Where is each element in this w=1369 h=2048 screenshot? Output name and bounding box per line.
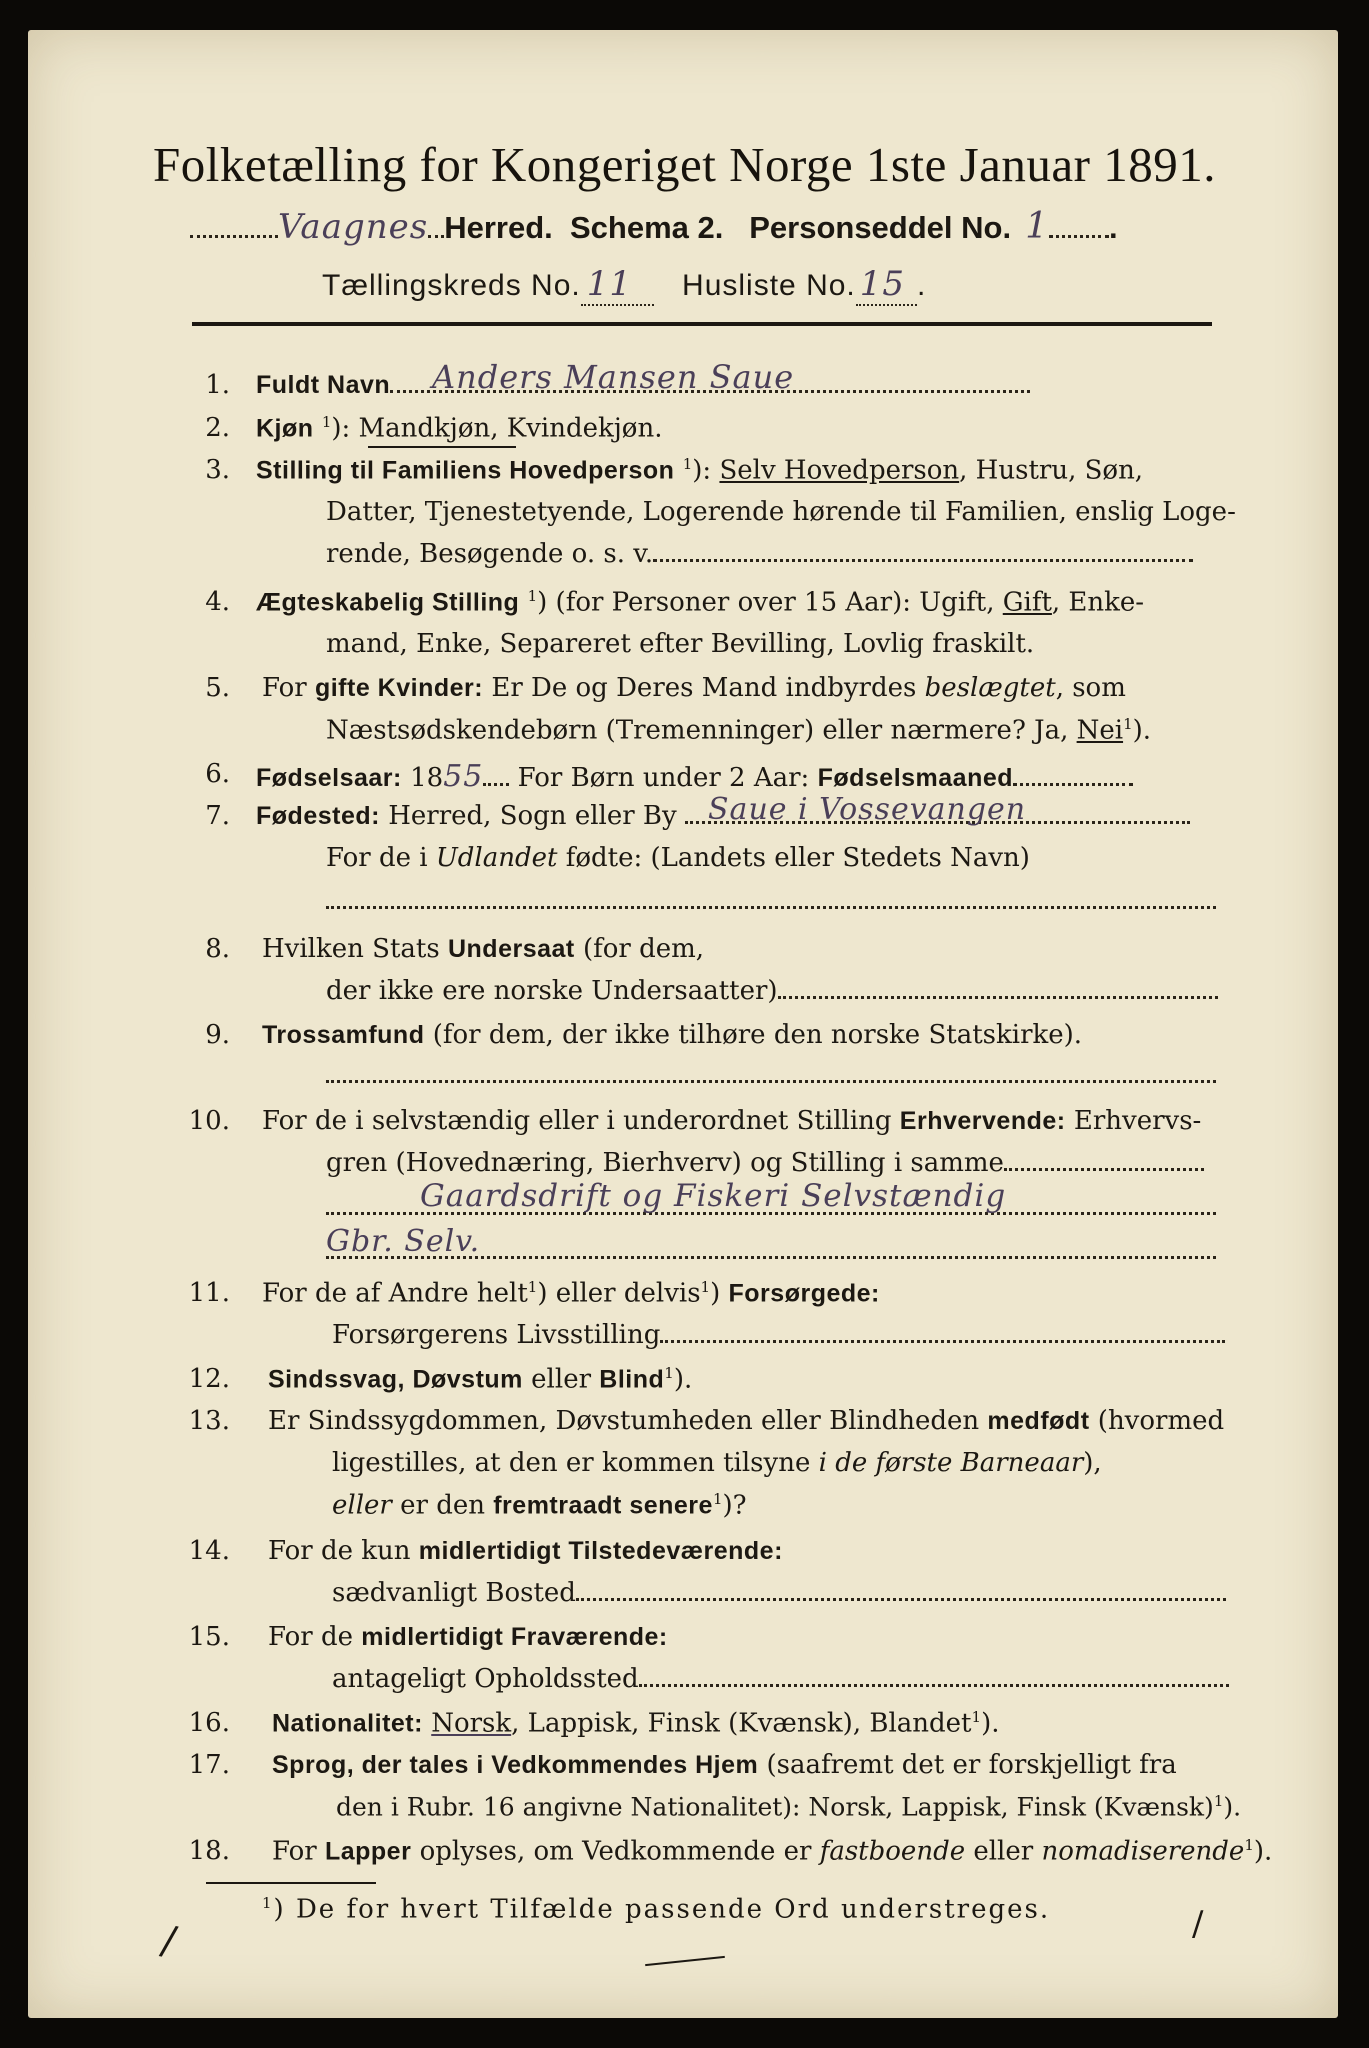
- item-4-marital: [256, 587, 1144, 618]
- item-8-fill: [778, 994, 1218, 999]
- item-11-fill: [660, 1338, 1225, 1343]
- item-6-text: For Børn under 2 Aar:: [509, 763, 818, 793]
- mandkjon-underline: [368, 446, 516, 448]
- item-number: 5.: [205, 673, 230, 703]
- item-14-text-a: For de kun: [268, 1536, 419, 1566]
- item-14-temporary-present: [268, 1536, 783, 1566]
- item-17-line-2-text: den i Rubr. 16 angivne Nationalitet): Norsk, Lappisk, Finsk (Kvænsk): [336, 1792, 1214, 1822]
- item-5-line-2: [326, 715, 1151, 746]
- item-11-text-a: For de af Andre helt: [262, 1278, 528, 1309]
- footnote: [262, 1894, 1050, 1925]
- footnote-ref: 1: [682, 455, 693, 473]
- label-aegteskabelig: Ægteskabelig Stilling: [256, 588, 520, 617]
- year-prefix: 18: [401, 763, 444, 793]
- herred-dots-right: [428, 231, 444, 238]
- name-value[interactable]: Anders Mansen Saue: [432, 358, 795, 396]
- item-7-line-2b: fødte: (Landets eller Stedets Navn): [557, 843, 1030, 873]
- label-sindssvag-dovstum: Sindssvag, Døvstum: [268, 1365, 523, 1394]
- item-11-line-2: [332, 1320, 1225, 1350]
- item-10-occupation: [262, 1106, 1201, 1136]
- label-erhvervende: Erhvervende:: [899, 1107, 1066, 1135]
- item-13-text-b: (hvormed: [1089, 1406, 1225, 1436]
- label-midlertidigt-fravaerende: midlertidigt Fraværende:: [361, 1623, 668, 1651]
- label-trossamfund: Trossamfund: [262, 1021, 425, 1049]
- item-13-line-3b: )?: [722, 1490, 747, 1521]
- personseddel-number[interactable]: 1: [1025, 206, 1049, 247]
- personseddel-label: Personseddel No.: [749, 210, 1012, 245]
- item-16-nationality: [272, 1708, 999, 1739]
- label-lapper: Lapper: [324, 1837, 412, 1866]
- selv-hovedperson-underlined: Selv Hovedperson: [719, 455, 960, 486]
- label-medfodt: medfødt: [987, 1407, 1090, 1435]
- item-3-text-b: , Hustru, Søn,: [959, 455, 1144, 486]
- pen-stroke-left: /: [157, 1917, 181, 1965]
- item-14-line-2-text: sædvanligt Bosted: [332, 1578, 576, 1608]
- label-midlertidigt-tilstede: midlertidigt Tilstedeværende:: [418, 1537, 783, 1565]
- birthplace-value[interactable]: Saue i Vossevangen: [708, 792, 1027, 827]
- item-15-temporary-absent: [268, 1622, 668, 1652]
- item-number: 3.: [205, 455, 230, 485]
- item-number: 6.: [205, 759, 230, 789]
- label-fodselsmaaned: Fødselsmaaned: [817, 764, 1014, 792]
- footnote-ref: 1: [664, 1364, 674, 1382]
- item-17-line-2b: ).: [1223, 1792, 1242, 1822]
- husliste-number[interactable]: 15: [856, 264, 917, 306]
- item-15-line-2-text: antageligt Opholdssted: [332, 1664, 639, 1694]
- item-number: 4.: [205, 587, 230, 617]
- item-18-text-b: oplyses, om Vedkommende er: [411, 1836, 820, 1867]
- item-3-line-3: [326, 539, 1193, 569]
- herred-label: Herred.: [444, 210, 553, 245]
- item-11-text-c: ): [710, 1278, 729, 1309]
- item-9-blank-line: [326, 1080, 1216, 1083]
- label-undersaat: Undersaat: [447, 935, 575, 963]
- occupation-value-1[interactable]: Gaardsdrift og Fiskeri Selvstændig: [420, 1178, 1007, 1214]
- item-number: 13.: [188, 1406, 230, 1436]
- item-6-birth-year: [256, 759, 1133, 794]
- item-number: 17.: [188, 1750, 230, 1780]
- item-8-line-2-text: der ikke ere norske Undersaatter): [326, 976, 778, 1006]
- herred-name[interactable]: Vaagnes: [278, 207, 429, 247]
- year-fill: [483, 781, 509, 786]
- item-18-text-a: For: [272, 1836, 325, 1867]
- nei-underlined: Nei: [1076, 715, 1124, 746]
- kreds-husliste-row: Tællingskreds No. 11 Husliste No. 15 .: [322, 264, 927, 304]
- item-12-disability: [268, 1364, 692, 1395]
- item-13-italic: i de første Barneaar: [818, 1448, 1084, 1478]
- label-stilling: Stilling til Familiens Hovedperson: [256, 456, 675, 485]
- item-number: 16.: [188, 1708, 230, 1738]
- item-10-fill: [1004, 1166, 1204, 1171]
- label-sprog: Sprog, der tales i Vedkommendes Hjem: [272, 1751, 759, 1779]
- footnote-ref: 1: [321, 413, 332, 431]
- occupation-value-2[interactable]: Gbr. Selv.: [326, 1224, 481, 1259]
- item-3-position: [256, 455, 1143, 486]
- footnote-ref: 1: [700, 1278, 711, 1296]
- item-18-text-c: eller: [965, 1836, 1042, 1867]
- herred-dots-left: [190, 231, 278, 238]
- item-number: 12.: [188, 1364, 230, 1394]
- item-14-line-2: [332, 1578, 1226, 1608]
- item-4-text-a: ) (for Personer over 15 Aar): Ugift,: [537, 587, 1003, 618]
- item-10-text-b: Erhvervs-: [1065, 1106, 1202, 1136]
- item-13-line-2: [332, 1448, 1102, 1478]
- item-13-line-2b: ),: [1083, 1448, 1102, 1478]
- footnote-ref: 1: [527, 587, 538, 605]
- item-11-text-b: ) eller delvis: [537, 1278, 701, 1309]
- item-10-line-2-text: gren (Hovednæring, Bierhverv) og Stilling i samme: [326, 1148, 1004, 1178]
- footnote-ref: 1: [527, 1278, 538, 1296]
- footnote-marker: 1: [262, 1894, 274, 1912]
- item-number: 1.: [205, 370, 230, 400]
- item-4-line-2: mand, Enke, Separeret efter Bevilling, Lovlig fraskilt.: [326, 629, 1035, 659]
- footnote-ref: 1: [1213, 1792, 1224, 1810]
- item-13-line-3: [332, 1490, 747, 1521]
- fodselsmaaned-fill: [1013, 781, 1133, 786]
- label-fremtraadt-senere: fremtraadt senere: [493, 1491, 713, 1520]
- item-12-text-a: eller: [522, 1364, 600, 1395]
- gift-underlined: Gift: [1002, 587, 1052, 618]
- item-13-line-2a: ligestilles, at den er kommen tilsyne: [332, 1448, 819, 1478]
- norsk-underlined: Norsk: [431, 1708, 512, 1739]
- item-3-line-3-text: rende, Besøgende o. s. v.: [326, 539, 654, 569]
- herred-schema-row: Vaagnes Herred. Schema 2. Personseddel No. 1 .: [190, 206, 1210, 247]
- label-kjon: Kjøn: [256, 414, 314, 443]
- item-18-lapps: [272, 1836, 1272, 1867]
- personseddel-dots: [1049, 231, 1109, 238]
- item-18-nomadiserende: nomadiserende: [1041, 1836, 1245, 1867]
- item-7-blank-line: [326, 906, 1216, 909]
- label-gifte-kvinder: gifte Kvinder:: [314, 674, 484, 702]
- item-10-text-a: For de i selvstændig eller i underordnet Stilling: [262, 1106, 900, 1136]
- item-9-religion: [262, 1020, 1082, 1050]
- label-fodested: Fødested:: [256, 802, 380, 830]
- footnote-ref: 1: [1123, 715, 1133, 733]
- item-number: 2.: [205, 413, 230, 443]
- item-7-line-2: [326, 843, 1030, 873]
- footnote-ref: 1: [1244, 1836, 1254, 1854]
- item-14-fill: [576, 1596, 1226, 1601]
- item-5-text-a: For: [262, 673, 315, 703]
- footnote-ref: 1: [712, 1490, 723, 1508]
- item-15-text-a: For de: [268, 1622, 362, 1652]
- label-nationalitet: Nationalitet:: [272, 1709, 423, 1738]
- pen-stroke-right: /: [1192, 1904, 1204, 1944]
- item-4-text-b: , Enke-: [1051, 587, 1145, 618]
- item-18-fastboende: fastboende: [819, 1836, 966, 1867]
- item-number: 10.: [188, 1106, 230, 1136]
- item-17-text-a: (saafremt det er forskjelligt fra: [758, 1750, 1177, 1780]
- item-3-line-2: Datter, Tjenestetyende, Logerende hørende til Familien, enslig Loge-: [326, 497, 1236, 527]
- item-10-line-2: [326, 1148, 1204, 1178]
- husliste-label: Husliste No.: [682, 269, 856, 302]
- label-fodselsaar: Fødselsaar:: [256, 764, 402, 792]
- item-3-text-a: ):: [692, 455, 720, 486]
- sex-options: ): Mandkjøn, Kvindekjøn.: [331, 413, 663, 444]
- label-fuldt-navn: Fuldt Navn: [256, 371, 391, 399]
- item-8-subject: [262, 934, 704, 964]
- item-17-line-2: [336, 1792, 1241, 1821]
- item-16-text: , Lappisk, Finsk (Kvænsk), Blandet: [511, 1708, 972, 1739]
- label-forsorgede: Forsørgede:: [728, 1279, 880, 1308]
- item-16-text-b: ).: [981, 1708, 1000, 1739]
- item-2-sex: [256, 413, 662, 444]
- item-5-line-2b: ).: [1132, 715, 1152, 746]
- item-12-text-b: ).: [673, 1364, 693, 1395]
- kreds-number[interactable]: 11: [581, 264, 654, 306]
- item-15-line-2: [332, 1664, 1229, 1694]
- item-17-language: [272, 1750, 1177, 1780]
- label-blind: Blind: [599, 1365, 665, 1394]
- header-rule: [192, 322, 1212, 326]
- item-7-line-2a: For de i: [326, 843, 436, 873]
- item-8-text-a: Hvilken Stats: [262, 934, 448, 964]
- footnote-ref: 1: [971, 1708, 982, 1726]
- footnote-text: ) De for hvert Tilfælde passende Ord understreges.: [273, 1894, 1051, 1925]
- item-5-married-women: [262, 673, 1126, 703]
- item-7-italic: Udlandet: [435, 843, 558, 873]
- footnote-rule: [206, 1882, 376, 1884]
- item-13-italic-eller: eller: [332, 1490, 392, 1521]
- item-number: 14.: [188, 1536, 230, 1566]
- item-13-line-3a: er den: [391, 1490, 494, 1521]
- item-13-congenital: [268, 1406, 1224, 1436]
- item-15-fill: [639, 1682, 1229, 1687]
- item-number: 9.: [205, 1020, 230, 1050]
- form-title: Folketælling for Kongeriget Norge 1ste Januar 1891.: [153, 137, 1216, 192]
- item-9-text: (for dem, der ikke tilhøre den norske Statskirke).: [424, 1020, 1083, 1050]
- item-11-supported: [262, 1278, 880, 1309]
- item-number: 8.: [205, 934, 230, 964]
- item-5-text-b: Er De og Deres Mand indbyrdes: [483, 673, 925, 703]
- item-number: 15.: [188, 1622, 230, 1652]
- item-number: 7.: [205, 801, 230, 831]
- kreds-label: Tællingskreds No.: [322, 269, 581, 302]
- item-18-text-d: ).: [1253, 1836, 1273, 1867]
- item-7-text: Herred, Sogn eller By: [379, 801, 685, 831]
- item-5-line-2a: Næstsødskendebørn (Tremenninger) eller nærmere? Ja,: [326, 715, 1077, 746]
- item-8-line-2: [326, 976, 1218, 1006]
- item-11-line-2-text: Forsørgerens Livsstilling: [332, 1320, 661, 1350]
- item-number: 11.: [188, 1278, 230, 1308]
- item-number: 18.: [188, 1836, 230, 1866]
- item-13-text-a: Er Sindssygdommen, Døvstumheden eller Blindheden: [268, 1406, 988, 1436]
- birth-year-value[interactable]: 55: [443, 759, 484, 794]
- item-3-fill: [653, 557, 1193, 562]
- item-5-italic: beslægtet: [924, 673, 1056, 703]
- item-8-text-b: (for dem,: [574, 934, 705, 964]
- item-5-text-c: , som: [1055, 673, 1126, 703]
- schema-label: Schema 2.: [570, 210, 724, 245]
